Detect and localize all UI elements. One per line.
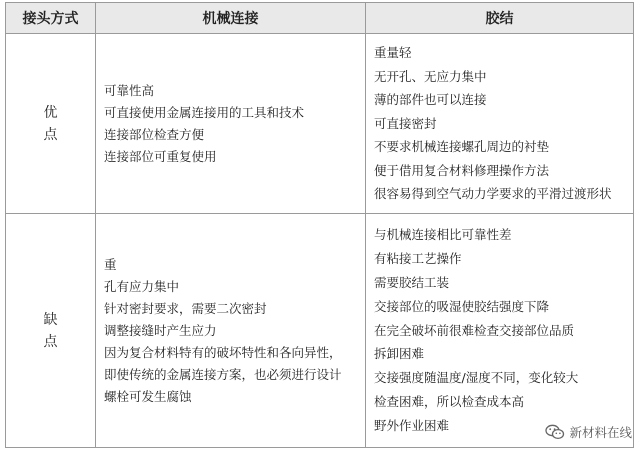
comparison-table bbox=[5, 2, 634, 448]
bonding-advantages-list bbox=[366, 41, 633, 206]
bonding-disadvantages-cell bbox=[366, 214, 634, 448]
disadvantages-row bbox=[6, 214, 634, 448]
advantages-label-char: 优 bbox=[43, 104, 58, 121]
list-item: 交接部位的吸湿使胶结强度下降 bbox=[374, 298, 550, 314]
list-item: 可直接密封 bbox=[374, 115, 437, 131]
watermark-text: 新材料在线 bbox=[569, 425, 632, 440]
list-item: 需要胶结工装 bbox=[374, 275, 450, 290]
watermark bbox=[545, 423, 632, 441]
header-joint-method: 接头方式 bbox=[6, 3, 96, 34]
disadvantages-label bbox=[6, 214, 96, 448]
list-item: 连接部位可重复使用 bbox=[104, 148, 217, 164]
list-item: 重 bbox=[104, 256, 117, 272]
list-item: 可靠性高 bbox=[104, 82, 155, 98]
advantages-label bbox=[6, 34, 96, 214]
list-item: 有粘接工艺操作 bbox=[374, 251, 462, 267]
list-item: 针对密封要求，需要二次密封 bbox=[104, 300, 267, 316]
list-item: 无开孔、无应力集中 bbox=[374, 68, 487, 84]
list-item: 不要求机械连接螺孔周边的衬垫 bbox=[374, 139, 550, 155]
list-item: 交接强度随温度/湿度不同，变化较大 bbox=[374, 370, 579, 386]
list-item: 重量轻 bbox=[374, 45, 412, 61]
mechanical-disadvantages-cell bbox=[96, 214, 366, 448]
header-bonding: 胶结 bbox=[366, 3, 634, 34]
list-item: 在完全破坏前很难检查交接部位品质 bbox=[374, 322, 575, 338]
list-item: 与机械连接相比可靠性差 bbox=[374, 227, 512, 243]
list-item: 调整接缝时产生应力 bbox=[104, 322, 217, 338]
list-item: 很容易得到空气动力学要求的平滑过渡形状 bbox=[374, 186, 612, 202]
disadvantages-label-char: 缺 bbox=[43, 311, 58, 328]
bonding-disadvantages-list bbox=[366, 223, 633, 437]
header-row bbox=[6, 3, 634, 34]
advantages-row bbox=[6, 34, 634, 214]
list-item: 螺栓可发生腐蚀 bbox=[104, 388, 192, 404]
list-item: 可直接使用金属连接用的工具和技术 bbox=[104, 104, 305, 120]
list-item: 检查困难，所以检查成本高 bbox=[374, 393, 525, 409]
list-item: 野外作业困难 bbox=[374, 417, 450, 433]
list-item: 连接部位检查方便 bbox=[104, 126, 205, 142]
list-item: 即使传统的金属连接方案，也必须进行设计 bbox=[104, 366, 342, 382]
disadvantages-label-char: 点 bbox=[43, 333, 58, 350]
mechanical-advantages-cell bbox=[96, 34, 366, 214]
list-item: 孔有应力集中 bbox=[104, 278, 180, 294]
advantages-label-char: 点 bbox=[43, 126, 58, 143]
list-item: 拆卸困难 bbox=[374, 346, 425, 362]
header-mechanical: 机械连接 bbox=[96, 3, 366, 34]
list-item: 便于借用复合材料修理操作方法 bbox=[374, 162, 550, 178]
bonding-advantages-cell bbox=[366, 34, 634, 214]
list-item: 因为复合材料特有的破坏特性和各向异性， bbox=[104, 344, 342, 360]
list-item: 薄的部件也可以连接 bbox=[374, 92, 487, 108]
mechanical-advantages-list bbox=[96, 80, 365, 168]
wechat-icon bbox=[545, 424, 565, 440]
mechanical-disadvantages-list bbox=[96, 254, 365, 408]
